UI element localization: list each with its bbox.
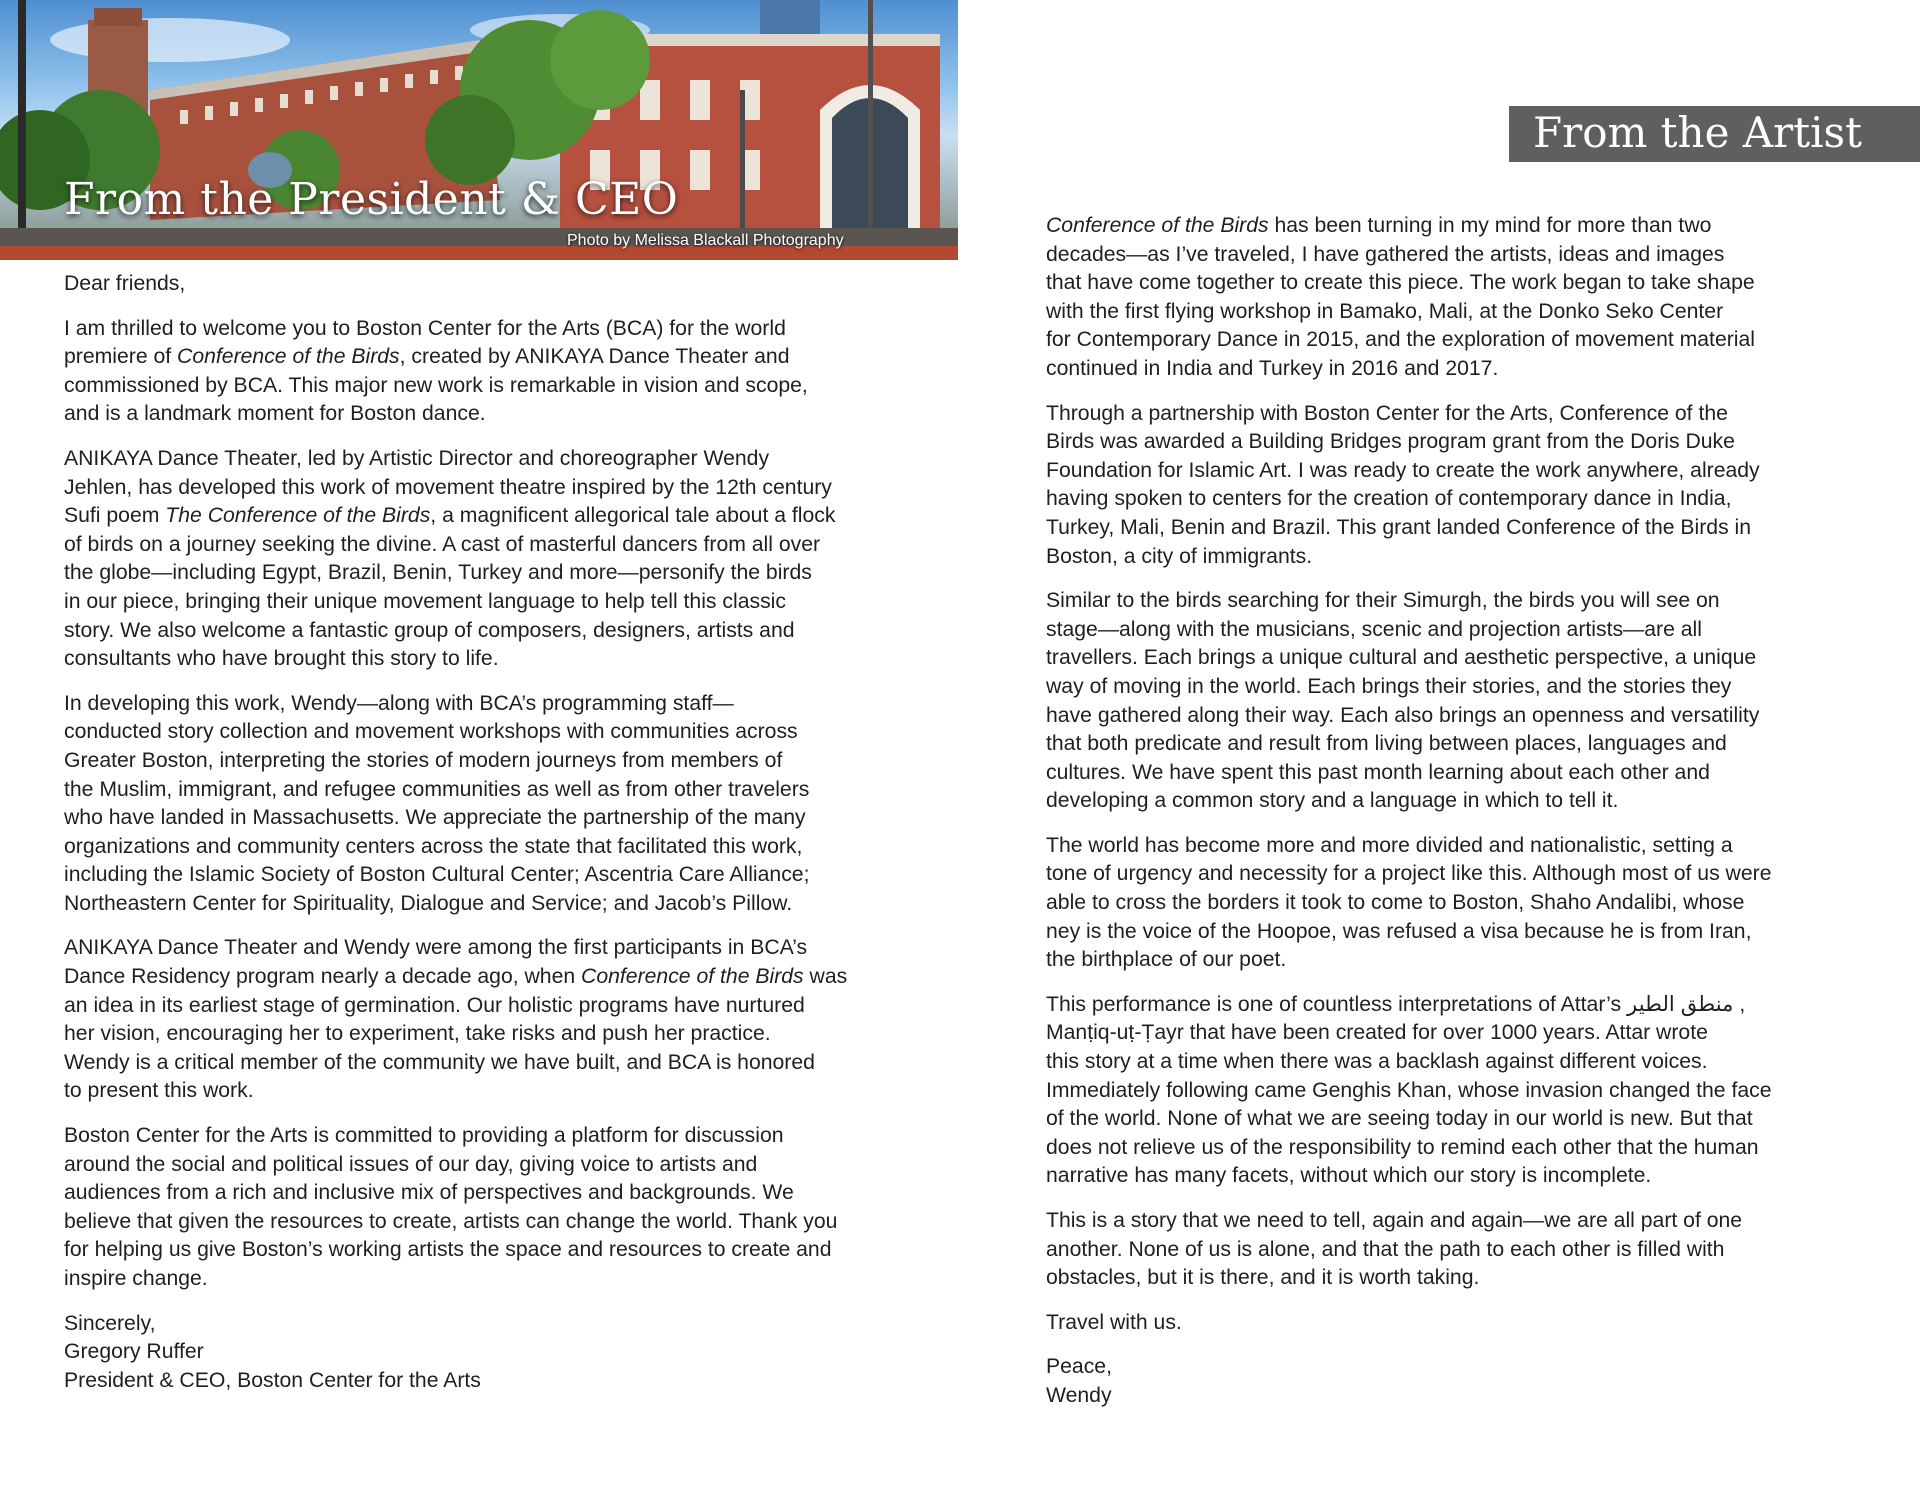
text-line: that have come together to create this piece. The work began to take shape	[1046, 271, 1755, 295]
paragraph	[1046, 400, 1866, 572]
paragraph	[64, 690, 904, 919]
text-line: obstacles, but it is there, and it is worth taking.	[1046, 1266, 1480, 1290]
text-line: ney is the voice of the Hoopoe, was refused a visa because he is from Iran,	[1046, 919, 1752, 943]
text-line: around the social and political issues of our day, giving voice to artists and	[64, 1152, 758, 1176]
text-line: Wendy is a critical member of the community we have built, and BCA is honored	[64, 1050, 815, 1074]
text-line: Sufi poem The Conference of the Birds, a magnificent allegorical tale about a flock	[64, 504, 836, 528]
text-line: for Contemporary Dance in 2015, and the exploration of movement material	[1046, 328, 1755, 352]
text-line: cultures. We have spent this past month learning about each other and	[1046, 760, 1710, 784]
text-line: to present this work.	[64, 1079, 254, 1103]
text-line: the birthplace of our poet.	[1046, 948, 1287, 972]
greeting: Dear friends,	[64, 272, 186, 295]
text-line: believe that given the resources to create, artists can change the world. Thank you	[64, 1209, 838, 1233]
text-line: Conference of the Birds has been turning in my mind for more than two	[1046, 214, 1712, 237]
paragraph	[1046, 832, 1866, 975]
text-line: story. We also welcome a fantastic group of composers, designers, artists and	[64, 618, 795, 642]
text-line: Sincerely,	[64, 1311, 156, 1335]
text-line: Foundation for Islamic Art. I was ready to create the work anywhere, already	[1046, 458, 1760, 482]
photo-credit: Photo by Melissa Blackall Photography	[567, 232, 844, 249]
artist-letter	[1046, 212, 1866, 1427]
text-line: who have landed in Massachusetts. We appreciate the partnership of the many	[64, 806, 806, 830]
text-line: decades—as I’ve traveled, I have gathered the artists, ideas and images	[1046, 242, 1725, 266]
work-title: The Conference of the Birds	[165, 504, 431, 528]
text-line: The world has become more and more divided and nationalistic, setting a	[1046, 833, 1733, 857]
text-line: able to cross the borders it took to come to Boston, Shaho Andalibi, whose	[1046, 891, 1745, 915]
text-line: narrative has many facets, without which our story is incomplete.	[1046, 1164, 1652, 1188]
work-title: Conference of the Birds	[581, 965, 804, 989]
text-line: Birds was awarded a Building Bridges program grant from the Doris Duke	[1046, 430, 1735, 454]
section-banner-artist	[1509, 106, 1920, 162]
paragraph	[1046, 587, 1866, 816]
signoff	[64, 1310, 904, 1396]
text-line: Immediately following came Genghis Khan, whose invasion changed the face	[1046, 1078, 1772, 1102]
text-line: In developing this work, Wendy—along with BCA’s programming staff—	[64, 691, 734, 715]
paragraph	[64, 445, 904, 674]
text-line: for helping us give Boston’s working artists the space and resources to create and	[64, 1238, 832, 1262]
text-line: audiences from a rich and inclusive mix of perspectives and backgrounds. We	[64, 1181, 794, 1205]
text-line: Dance Residency program nearly a decade ago, when Conference of the Birds was	[64, 965, 848, 989]
paragraph	[64, 1122, 904, 1294]
text-line: commissioned by BCA. This major new work is remarkable in vision and scope,	[64, 373, 808, 397]
text-line: conducted story collection and movement workshops with communities across	[64, 720, 798, 744]
text-line: and is a landmark moment for Boston dance.	[64, 402, 486, 426]
text-line: this story at a time when there was a backlash against different voices.	[1046, 1050, 1708, 1074]
text-line: an idea in its earliest stage of germination. Our holistic programs have nurtured	[64, 993, 805, 1017]
section-title-artist: From the Artist	[1533, 108, 1862, 157]
text-line: continued in India and Turkey in 2016 and 2017.	[1046, 356, 1499, 380]
paragraph	[1046, 991, 1866, 1191]
text-line: travellers. Each brings a unique cultural and aesthetic perspective, a unique	[1046, 646, 1757, 670]
text-line: stage—along with the musicians, scenic and projection artists—are all	[1046, 617, 1702, 641]
text-line: way of moving in the world. Each brings their stories, and the stories they	[1046, 674, 1732, 698]
text-line: developing a common story and a language in which to tell it.	[1046, 789, 1619, 813]
text-line: organizations and community centers across the state that facilitated this work,	[64, 834, 803, 858]
text-line: Peace,	[1046, 1355, 1112, 1379]
paragraph	[1046, 1207, 1866, 1293]
text-line: Northeastern Center for Spirituality, Dialogue and Service; and Jacob’s Pillow.	[64, 891, 793, 915]
text-line: the globe—including Egypt, Brazil, Benin, Turkey and more—personify the birds	[64, 561, 812, 585]
text-line: Boston Center for the Arts is committed to providing a platform for discussion	[64, 1124, 784, 1148]
section-title-president: From the President & CEO	[64, 174, 679, 225]
work-title: Conference of the Birds	[1046, 214, 1269, 237]
text-line: Manṭiq-uṭ-Ṭayr that have been created for over 1000 years. Attar wrote	[1046, 1021, 1708, 1045]
text-line: This performance is one of countless interpretations of Attar’s منطق الطیر ,	[1046, 992, 1746, 1016]
text-line: ANIKAYA Dance Theater, led by Artistic Director and choreographer Wendy	[64, 446, 770, 470]
signoff	[1046, 1353, 1866, 1410]
text-line: does not relieve us of the responsibility to remind each other that the human	[1046, 1135, 1759, 1159]
text-line: that both predicate and result from living between places, languages and	[1046, 732, 1727, 756]
text-line: Similar to the birds searching for their Simurgh, the birds you will see on	[1046, 589, 1720, 613]
paragraph	[64, 315, 904, 429]
text-line: the Muslim, immigrant, and refugee communities as well as from other travelers	[64, 777, 810, 801]
text-line: including the Islamic Society of Boston Cultural Center; Ascentria Care Alliance;	[64, 863, 810, 887]
text-line: of birds on a journey seeking the divine. A cast of masterful dancers from all over	[64, 532, 821, 556]
text-line: I am thrilled to welcome you to Boston Center for the Arts (BCA) for the world	[64, 316, 786, 340]
text-line: having spoken to centers for the creation of contemporary dance in India,	[1046, 487, 1732, 511]
paragraph	[64, 934, 904, 1106]
text-line: have gathered along their way. Each also brings an openness and versatility	[1046, 703, 1760, 727]
president-letter	[64, 270, 904, 1411]
text-line: premiere of Conference of the Birds, created by ANIKAYA Dance Theater and	[64, 345, 790, 369]
text-line: tone of urgency and necessity for a project like this. Although most of us were	[1046, 862, 1772, 886]
hero-photo	[0, 0, 958, 260]
text-line: in our piece, bringing their unique movement language to help tell this classic	[64, 589, 786, 613]
text-line: Through a partnership with Boston Center for the Arts, Conference of the	[1046, 401, 1728, 425]
text-line: Gregory Ruffer	[64, 1340, 204, 1364]
text-line: Jehlen, has developed this work of movement theatre inspired by the 12th century	[64, 475, 832, 499]
text-line: Wendy	[1046, 1383, 1112, 1407]
text-line: of the world. None of what we are seeing today in our world is new. But that	[1046, 1107, 1753, 1131]
text-line: inspire change.	[64, 1267, 208, 1290]
text-line: Boston, a city of immigrants.	[1046, 544, 1313, 568]
text-line: her vision, encouraging her to experiment, take risks and push her practice.	[64, 1022, 771, 1046]
text-line: ANIKAYA Dance Theater and Wendy were among the first participants in BCA’s	[64, 936, 808, 960]
paragraph	[1046, 212, 1866, 384]
text-line: consultants who have brought this story to life.	[64, 647, 499, 671]
work-title: Conference of the Birds	[177, 345, 400, 369]
text-line: Travel with us.	[1046, 1310, 1182, 1334]
text-line: Turkey, Mali, Benin and Brazil. This grant landed Conference of the Birds in	[1046, 515, 1752, 539]
paragraph	[1046, 1309, 1866, 1338]
text-line: This is a story that we need to tell, again and again—we are all part of one	[1046, 1209, 1743, 1232]
text-line: another. None of us is alone, and that the path to each other is filled with	[1046, 1237, 1725, 1261]
text-line: President & CEO, Boston Center for the Arts	[64, 1368, 481, 1392]
text-line: with the first flying workshop in Bamako, Mali, at the Donko Seko Center	[1046, 299, 1724, 323]
text-line: Greater Boston, interpreting the stories of modern journeys from members of	[64, 748, 783, 772]
